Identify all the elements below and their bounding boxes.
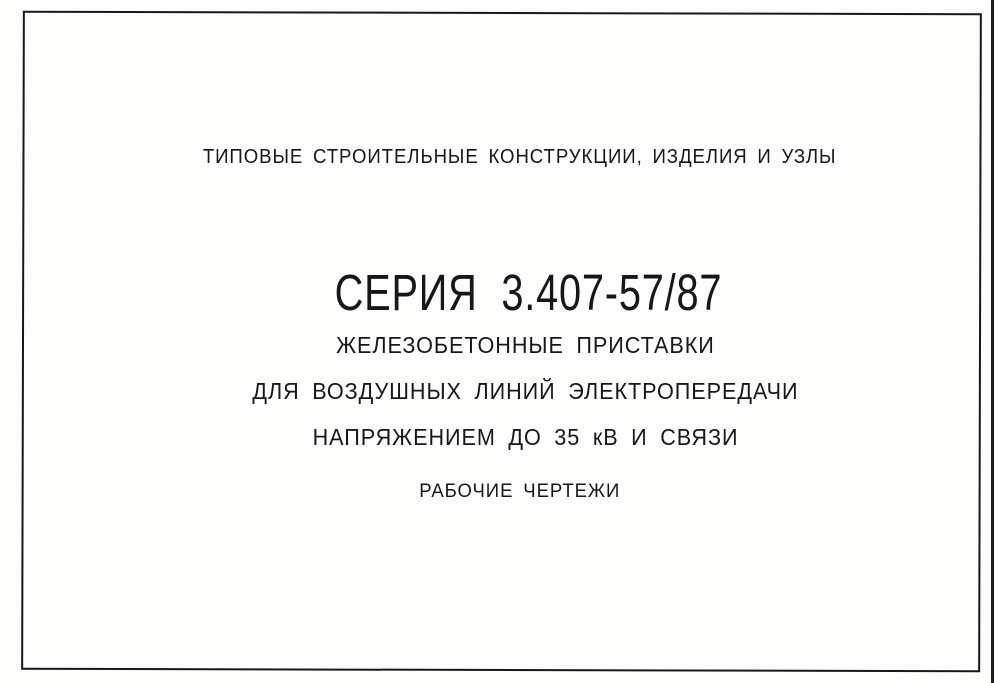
document-category-line bbox=[0, 123, 997, 192]
document-subtitle-text-1: ЖЕЛЕЗОБЕТОННЫЕ ПРИСТАВКИ bbox=[335, 332, 715, 358]
document-subtitle-text-3: НАПРЯЖЕНИЕМ ДО 35 кВ И СВЯЗИ bbox=[312, 424, 739, 450]
document-category-text: ТИПОВЫЕ СТРОИТЕЛЬНЫЕ КОНСТРУКЦИИ, ИЗДЕЛИЯ И УЗЛЫ bbox=[202, 146, 837, 168]
series-title-text: СЕРИЯ 3.407-57/87 bbox=[335, 264, 723, 321]
document-type-line bbox=[0, 457, 997, 526]
document-subtitle-text-2: ДЛЯ ВОЗДУШНЫХ ЛИНИЙ ЭЛЕКТРОПЕРЕДАЧИ bbox=[252, 378, 799, 404]
document-type-text: РАБОЧИЕ ЧЕРТЕЖИ bbox=[418, 480, 620, 502]
